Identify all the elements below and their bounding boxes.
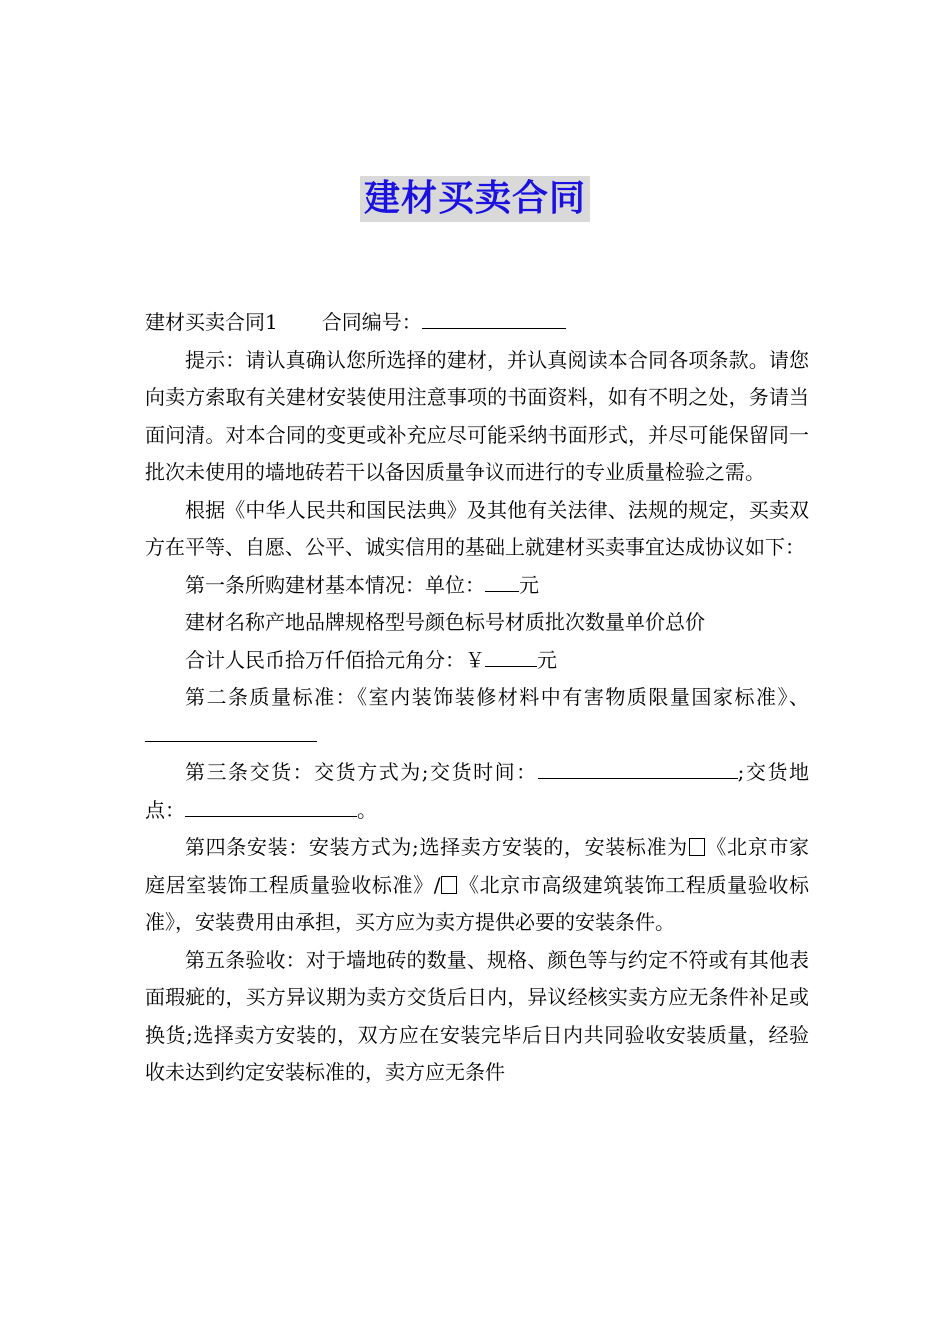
total-text: 合计人民币拾万仟佰拾元角分：￥	[185, 647, 485, 672]
unit-blank[interactable]	[485, 571, 519, 592]
article-2	[145, 679, 809, 754]
delivery-place-blank[interactable]	[185, 796, 357, 817]
delivery-time-blank[interactable]	[538, 758, 738, 779]
article-5: 第五条验收：对于墙地砖的数量、规格、颜色等与约定不符或有其他表面瑕疵的，买方异议期为卖方交货后日内，异议经核实卖方应无条件补足或换货;选择卖方安装的，双方应在安装完毕后日内共同验收安装质量，经验收未达到约定安装标准的，卖方应无条件	[145, 947, 809, 1084]
checkbox-icon[interactable]	[689, 838, 705, 856]
contract-heading-line	[145, 304, 809, 342]
standard-blank[interactable]	[145, 721, 317, 742]
total-amount-blank[interactable]	[485, 646, 537, 667]
article-3-text: 第三条交货：交货方式为;交货时间：	[185, 760, 538, 784]
article-4-part2: 《北京市家庭居室装饰工程质量验收标准》/	[145, 835, 809, 897]
article-2-text: 第二条质量标准：《室内装饰装修材料中有害物质限量国家标准》、	[185, 685, 809, 709]
article-3-end: 。	[357, 797, 377, 822]
article-4-part3: 《北京市高级建筑装饰工程质量验收标准》，安装费用由承担，买方应为卖方提供必要的安装条件。	[145, 872, 809, 934]
title-wrap	[0, 176, 950, 222]
article-1-total	[145, 642, 809, 680]
article-4	[145, 829, 809, 942]
total-unit: 元	[537, 647, 557, 672]
article-1	[145, 567, 809, 605]
document-title: 建材买卖合同	[360, 176, 590, 222]
unit-suffix: 元	[519, 572, 539, 597]
contract-number-label: 合同编号：	[321, 310, 422, 334]
document-body	[145, 304, 809, 1092]
article-4-part1: 第四条安装：安装方式为;选择卖方安装的，安装标准为	[185, 835, 688, 859]
article-1-columns: 建材名称产地品牌规格型号颜色标号材质批次数量单价总价	[185, 610, 705, 634]
contract-heading: 建材买卖合同1	[145, 310, 278, 334]
tip-paragraph: 提示：请认真确认您所选择的建材，并认真阅读本合同各项条款。请您向卖方索取有关建材安装使用注意事项的书面资料，如有不明之处，务请当面问清。对本合同的变更或补充应尽可能采纳书面形式，并尽可能保留同一批次未使用的墙地砖若干以备因质量争议而进行的专业质量检验之需。	[145, 347, 809, 484]
article-3	[145, 754, 809, 829]
contract-number-blank[interactable]	[422, 308, 566, 329]
article-1-text: 第一条所购建材基本情况：单位：	[185, 572, 485, 597]
basis-paragraph: 根据《中华人民共和国民法典》及其他有关法律、法规的规定，买卖双方在平等、自愿、公平、诚实信用的基础上就建材买卖事宜达成协议如下：	[145, 497, 809, 559]
checkbox-icon[interactable]	[441, 876, 457, 894]
article-3-mid: ;交货地点：	[145, 760, 809, 822]
